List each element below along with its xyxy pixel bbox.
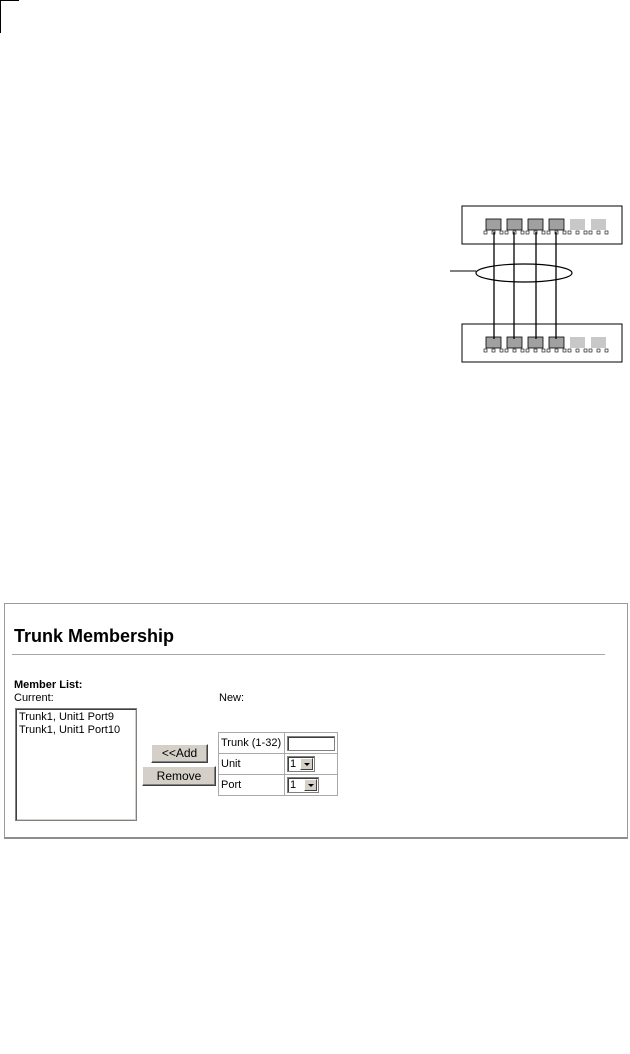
unit-select-value: 1 <box>290 758 297 770</box>
port-led <box>576 231 579 234</box>
port-led <box>576 349 579 352</box>
trunk-port <box>528 219 543 230</box>
title-divider <box>12 654 605 655</box>
port-led <box>589 349 592 352</box>
port-led <box>526 231 529 234</box>
trunk-port <box>549 219 564 230</box>
port-led <box>547 349 550 352</box>
port-led <box>492 349 495 352</box>
port-led <box>521 349 524 352</box>
port-led <box>555 349 558 352</box>
port-led <box>597 349 600 352</box>
list-item[interactable]: Trunk1, Unit1 Port10 <box>19 724 121 736</box>
remove-button[interactable]: Remove <box>142 766 216 786</box>
dropdown-arrow-icon[interactable] <box>300 758 313 770</box>
trunk-membership-panel <box>4 603 628 839</box>
crop-mark <box>0 0 19 33</box>
port-led <box>534 349 537 352</box>
port-led <box>605 349 608 352</box>
port-led <box>568 231 571 234</box>
port-led <box>568 349 571 352</box>
trunk-group-ellipse <box>476 264 572 282</box>
unit-select[interactable] <box>287 756 315 772</box>
unused-port <box>591 337 606 348</box>
port-led <box>521 231 524 234</box>
dropdown-arrow-icon[interactable] <box>304 779 317 791</box>
port-led <box>484 349 487 352</box>
port-led <box>542 231 545 234</box>
port-led <box>484 231 487 234</box>
current-label: Current: <box>14 692 54 704</box>
port-led <box>526 349 529 352</box>
port-led <box>563 231 566 234</box>
list-item[interactable]: Trunk1, Unit1 Port9 <box>19 711 114 723</box>
current-members-listbox[interactable] <box>15 708 137 821</box>
port-led <box>513 349 516 352</box>
unit-field-label: Unit <box>219 754 285 775</box>
new-label: New: <box>219 692 245 704</box>
add-button[interactable]: <<Add <box>151 744 208 763</box>
unused-port <box>570 219 585 230</box>
port-select-value: 1 <box>290 779 297 791</box>
port-led <box>505 349 508 352</box>
port-led <box>584 349 587 352</box>
unused-port <box>570 337 585 348</box>
trunk-field-label: Trunk (1-32) <box>219 733 285 754</box>
port-led <box>563 349 566 352</box>
port-field-label: Port <box>219 775 285 796</box>
port-led <box>605 231 608 234</box>
port-led <box>589 231 592 234</box>
member-list-label: Member List: <box>14 679 83 691</box>
port-led <box>584 231 587 234</box>
trunk-port <box>486 219 501 230</box>
trunk-input[interactable] <box>287 736 335 751</box>
port-led <box>542 349 545 352</box>
port-led <box>547 231 550 234</box>
trunk-port <box>507 219 522 230</box>
unused-port <box>591 219 606 230</box>
port-led <box>500 231 503 234</box>
new-member-form <box>218 732 338 796</box>
port-led <box>505 231 508 234</box>
port-led <box>597 231 600 234</box>
port-select[interactable] <box>287 777 319 793</box>
trunk-diagram <box>445 200 630 370</box>
port-led <box>500 349 503 352</box>
page-title: Trunk Membership <box>14 626 175 646</box>
